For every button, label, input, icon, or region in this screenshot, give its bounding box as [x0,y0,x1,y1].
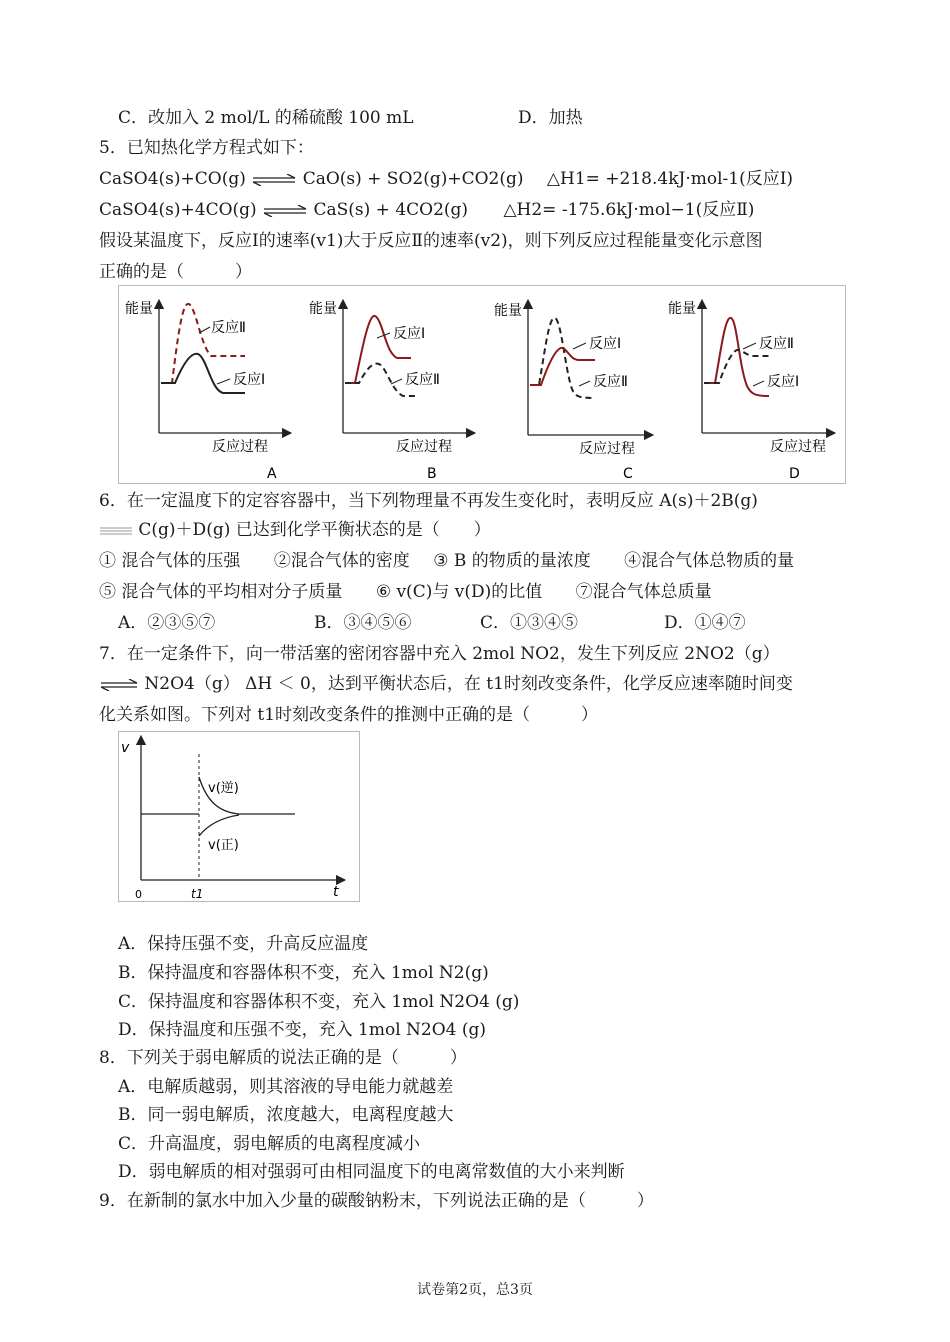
q7-option-a: A．保持压强不变，升高反应温度 [118,934,369,954]
q8-option-c: C．升高温度，弱电解质的电离程度减小 [118,1134,421,1154]
panel-a-r1: 反应Ⅰ [233,372,266,388]
q5-equation-1 [99,168,793,190]
energy-diagram-svg [119,286,845,483]
q6-item-3: ③ B 的物质的量浓度 [433,551,591,571]
q8-option-b: B．同一弱电解质，浓度越大，电离程度越大 [118,1105,454,1125]
panel-d-r2: 反应Ⅱ [759,336,794,352]
panel-d-ylabel: 能量 [668,301,696,317]
q7-option-d: D．保持温度和压强不变，充入 1mol N2O4 (g) [118,1020,487,1040]
panel-b-xlabel: 反应过程 [396,439,452,455]
q7-option-c: C．保持温度和容器体积不变，充入 1mol N2O4 (g) [118,992,520,1012]
q6-item-5: ⑤ 混合气体的平均相对分子质量 [99,582,343,602]
equilibrium-sign-icon [99,525,133,537]
q6-option-a: A．②③⑤⑦ [118,613,216,633]
panel-c-r2: 反应Ⅱ [593,374,628,390]
page-footer: 试卷第2页，总3页 [417,1282,533,1298]
q9-stem: 9．在新制的氯水中加入少量的碳酸钠粉末，下列说法正确的是（ ） [99,1191,654,1211]
axis-v-label: v [121,740,130,756]
panel-b-r1: 反应Ⅰ [393,326,426,342]
panel-c-ylabel: 能量 [494,303,522,319]
t1-label: t1 [191,887,204,901]
q6-line2: C(g)＋D(g) 已达到化学平衡状态的是（ ） [138,520,491,540]
q6-line1: 6．在一定温度下的定容容器中，当下列物理量不再发生变化时，表明反应 A(s)＋2B(g) [99,491,758,511]
q7-rate-time-graph [118,731,360,902]
q8-option-a: A．电解质越弱，则其溶液的导电能力就越差 [118,1077,454,1097]
q6-items-row1 [99,550,794,572]
eq2-left: CaSO4(s)+4CO(g) [99,200,257,220]
panel-a-ylabel: 能量 [125,301,153,317]
q6-item-6: ⑥ v(C)与 v(D)的比值 [375,582,543,602]
axis-t-label: t [333,884,339,900]
eq2-right: CaS(s) + 4CO2(g) [313,200,469,220]
q6-option-c: C．①③④⑤ [480,613,579,633]
q5-question-line1: 假设某温度下，反应Ⅰ的速率(v1)大于反应Ⅱ的速率(v2)，则下列反应过程能量变化示意图 [99,231,763,251]
panel-d-xlabel: 反应过程 [770,439,826,455]
panel-d-letter: D [789,466,800,482]
q7-line3: 化关系如图。下列对 t1时刻改变条件的推测中正确的是（ ） [99,705,599,725]
panel-a-letter: A [267,466,277,482]
q8-option-d: D．弱电解质的相对强弱可由相同温度下的电离常数值的大小来判断 [118,1162,625,1182]
q7-option-b: B．保持温度和容器体积不变，充入 1mol N2(g) [118,963,489,983]
panel-b-r2: 反应Ⅱ [405,372,440,388]
rate-graph-svg [119,732,359,901]
q7-line2: N2O4（g） ΔH ＜ 0，达到平衡状态后，在 t1时刻改变条件，化学反应速率随时间变 [144,674,793,694]
q5-question-line2: 正确的是（ ） [99,262,252,282]
equilibrium-arrow-icon [262,205,308,217]
panel-a-r2: 反应Ⅱ [211,320,246,336]
panel-c-xlabel: 反应过程 [579,441,635,457]
origin-label: 0 [135,888,142,901]
q6-item-1: ① 混合气体的压强 [99,551,241,571]
q8-stem: 8．下列关于弱电解质的说法正确的是（ ） [99,1048,467,1068]
equilibrium-arrow-icon [251,174,297,186]
panel-c-letter: C [623,466,633,482]
q4-option-d: D．加热 [518,108,583,128]
q6-item-4: ④混合气体总物质的量 [624,551,795,571]
q6-line2-wrap [99,519,491,541]
q6-option-d: D．①④⑦ [664,613,746,633]
q6-items-row2 [99,581,712,603]
panel-a [125,300,287,482]
q4-option-c: C．改加入 2 mol/L 的稀硫酸 100 mL [118,108,414,128]
q5-energy-diagram [118,285,846,484]
panel-d [668,300,831,482]
v-forward-label: v(正) [208,838,239,853]
q6-option-b: B．③④⑤⑥ [314,613,412,633]
q6-item-2: ②混合气体的密度 [273,551,410,571]
panel-b [309,300,471,482]
q5-stem: 5．已知热化学方程式如下： [99,138,314,158]
panel-c [494,302,649,482]
q7-line2-wrap [99,673,793,695]
v-reverse-label: v(逆) [208,781,239,796]
eq2-dh: △H2= -175.6kJ·mol−1(反应Ⅱ) [503,200,755,220]
panel-b-letter: B [427,466,437,482]
equilibrium-arrow-icon [99,679,139,691]
q7-line1: 7．在一定条件下，向一带活塞的密闭容器中充入 2mol NO2，发生下列反应 2NO2（g） [99,644,780,664]
eq1-left: CaSO4(s)+CO(g) [99,169,246,189]
panel-b-ylabel: 能量 [309,301,337,317]
panel-c-r1: 反应Ⅰ [589,336,622,352]
panel-d-r1: 反应Ⅰ [767,374,800,390]
q5-equation-2 [99,199,754,221]
eq1-dh: △H1= +218.4kJ·mol-1(反应Ⅰ) [546,169,794,189]
eq1-right: CaO(s) + SO2(g)+CO2(g) [302,169,524,189]
panel-a-xlabel: 反应过程 [212,439,268,455]
q6-item-7: ⑦混合气体总质量 [575,582,712,602]
